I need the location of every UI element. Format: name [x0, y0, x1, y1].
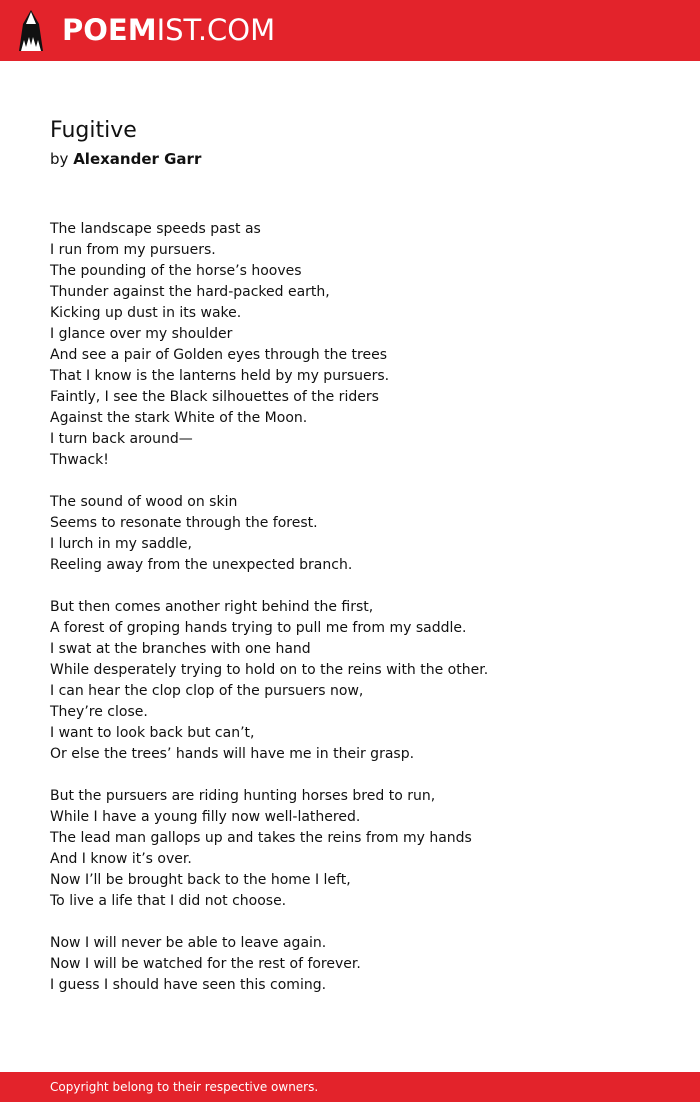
poem-line: The landscape speeds past as [50, 221, 261, 237]
poem-line: I turn back around— [50, 431, 193, 447]
poem-line: I guess I should have seen this coming. [50, 977, 327, 993]
poem-line: Seems to resonate through the forest. [50, 515, 318, 531]
pen-nib-icon[interactable] [17, 9, 45, 53]
poem-line: The pounding of the horse’s hooves [50, 263, 302, 279]
poem-byline [50, 149, 201, 169]
poem-line: I want to look back but can’t, [50, 725, 255, 741]
poem-line: And I know it’s over. [50, 851, 192, 867]
poem-line: Against the stark White of the Moon. [50, 410, 308, 426]
poem-line: Now I will be watched for the rest of forever. [50, 956, 361, 972]
poem-line: I lurch in my saddle, [50, 536, 192, 552]
poem-stanza [50, 597, 670, 765]
poem-line: Faintly, I see the Black silhouettes of the riders [50, 389, 379, 405]
poem-line: Thwack! [50, 452, 109, 468]
poem-body [50, 219, 670, 1017]
poem-stanza [50, 933, 670, 996]
poem-author: Alexander Garr [73, 150, 202, 168]
poem-line: While desperately trying to hold on to the reins with the other. [50, 662, 489, 678]
logo-light-text: IST.COM [156, 13, 276, 47]
poem-line: I swat at the branches with one hand [50, 641, 311, 657]
poem-line: The lead man gallops up and takes the reins from my hands [50, 830, 472, 846]
by-label: by [50, 150, 69, 168]
poem-stanza [50, 786, 670, 912]
poem-line: Reeling away from the unexpected branch. [50, 557, 353, 573]
copyright-text: Copyright belong to their respective owners. [50, 1080, 319, 1094]
logo-bold-text: POEM [62, 13, 157, 47]
site-footer [0, 1072, 700, 1102]
poem-line: To live a life that I did not choose. [50, 893, 287, 909]
site-header [0, 0, 700, 61]
poem-line: They’re close. [50, 704, 148, 720]
poem-stanza [50, 219, 670, 471]
poem-line: Kicking up dust in its wake. [50, 305, 242, 321]
poem-line: And see a pair of Golden eyes through the trees [50, 347, 388, 363]
poem-line: I can hear the clop clop of the pursuers now, [50, 683, 364, 699]
poem-stanza [50, 492, 670, 576]
poem-line: Or else the trees’ hands will have me in their grasp. [50, 746, 415, 762]
poem-line: Now I will never be able to leave again. [50, 935, 327, 951]
poem-line: I run from my pursuers. [50, 242, 216, 258]
poem-line: That I know is the lanterns held by my pursuers. [50, 368, 390, 384]
poem-line: While I have a young filly now well-lathered. [50, 809, 361, 825]
poem-line: I glance over my shoulder [50, 326, 233, 342]
site-logo[interactable] [62, 12, 275, 48]
poem-line: But then comes another right behind the first, [50, 599, 374, 615]
poem-line: A forest of groping hands trying to pull me from my saddle. [50, 620, 467, 636]
poem-line: Now I’ll be brought back to the home I left, [50, 872, 351, 888]
poem-line: But the pursuers are riding hunting horses bred to run, [50, 788, 436, 804]
poem-line: The sound of wood on skin [50, 494, 238, 510]
poem-line: Thunder against the hard-packed earth, [50, 284, 330, 300]
poem-title: Fugitive [50, 118, 137, 143]
